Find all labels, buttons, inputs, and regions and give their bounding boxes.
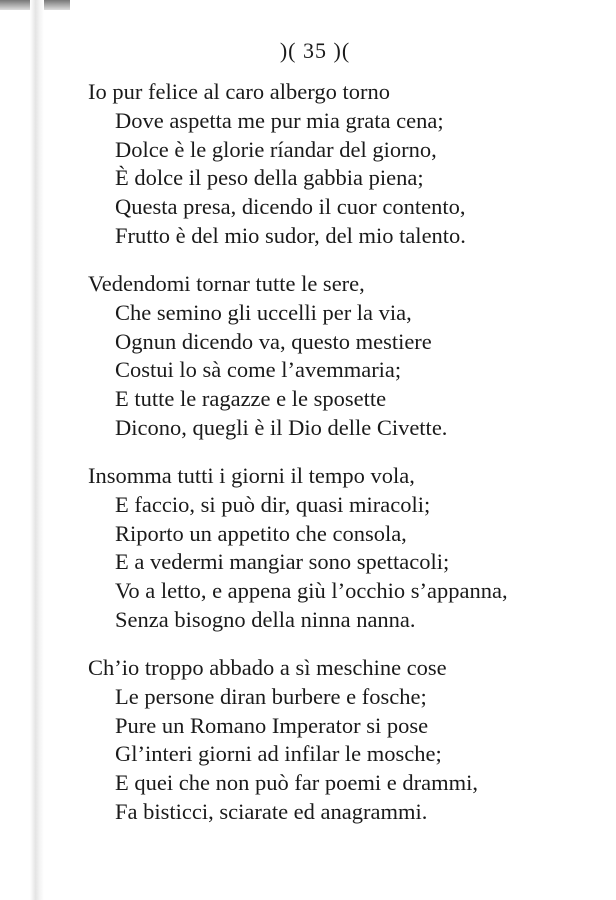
verse-line: Vedendomi tornar tutte le sere, bbox=[88, 271, 365, 296]
stanza bbox=[88, 654, 478, 827]
verse-line: Vo a letto, e appena giù l’occhio s’appanna, bbox=[115, 578, 508, 604]
verse-line: Dicono, quegli è il Dio delle Civette. bbox=[115, 414, 448, 440]
verse-line: E quei che non può far poemi e drammi, bbox=[115, 770, 479, 796]
verse-line: Insomma tutti i giorni il tempo vola, bbox=[88, 463, 415, 488]
verse-line: È dolce il peso della gabbia piena; bbox=[115, 165, 424, 191]
page-number: )( 35 )( bbox=[279, 38, 351, 63]
verse-line: Questa presa, dicendo il cuor contento, bbox=[115, 194, 466, 220]
verse-line: Frutto è del mio sudor, del mio talento. bbox=[115, 222, 466, 248]
verse-line: Dolce è le glorie ríandar del giorno, bbox=[115, 136, 437, 162]
verse-line: E a vedermi mangiar sono spettacoli; bbox=[115, 549, 450, 575]
verse-line: Ch’io troppo abbado a sì meschine cose bbox=[88, 655, 447, 680]
verse-line: Pure un Romano Imperator si pose bbox=[115, 712, 429, 738]
stanza bbox=[88, 462, 508, 635]
verse-line: Senza bisogno della ninna nanna. bbox=[115, 606, 416, 632]
verse-line: Riporto un appetito che consola, bbox=[115, 520, 407, 546]
page-binding-shadow bbox=[30, 0, 44, 900]
verse-line: Costui lo sà come l’avemmaria; bbox=[115, 357, 402, 383]
verse-line: Io pur felice al caro albergo torno bbox=[88, 79, 390, 104]
verse-line: E faccio, si può dir, quasi miracoli; bbox=[115, 491, 431, 517]
verse-line: Dove aspetta me pur mia grata cena; bbox=[115, 107, 444, 133]
stanza bbox=[88, 78, 466, 251]
verse-line: Le persone diran burbere e fosche; bbox=[115, 683, 427, 709]
verse-line: Che semino gli uccelli per la via, bbox=[115, 299, 412, 325]
verse-line: Ognun dicendo va, questo mestiere bbox=[115, 328, 432, 354]
stanza bbox=[88, 270, 447, 443]
verse-line: Gl’interi giorni ad infilar le mosche; bbox=[115, 741, 442, 767]
verse-line: Fa bisticci, sciarate ed anagrammi. bbox=[115, 798, 428, 824]
verse-line: E tutte le ragazze e le sposette bbox=[115, 386, 387, 412]
